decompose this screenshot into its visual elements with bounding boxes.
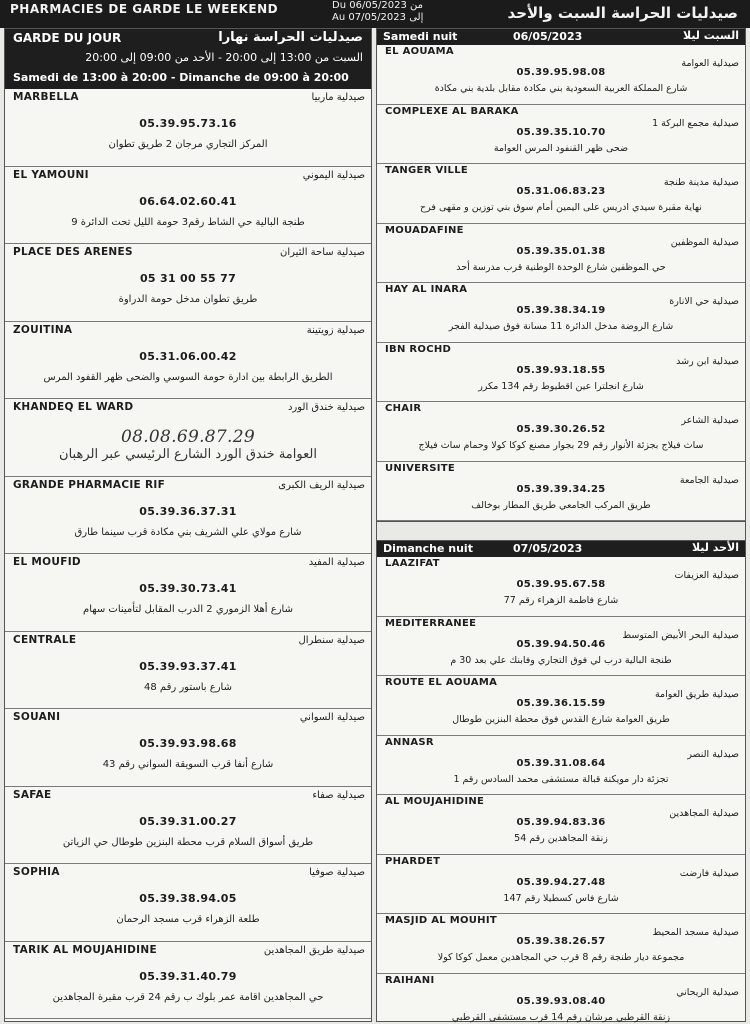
pharmacy-name-ar: صيدلية النصر — [687, 748, 739, 760]
pharmacy-entry — [5, 477, 371, 555]
pharmacy-name-ar: صيدلية طريق العوامة — [654, 689, 739, 700]
pharmacy-entry — [377, 736, 745, 796]
pharmacy-name: CHAIR — [385, 403, 422, 414]
pharmacy-name-ar: صيدلية المجاهدين — [669, 808, 739, 819]
pharmacy-address: حي الموظفين شارع الوحدة الوطنية قرب مدرسة أحد — [456, 261, 666, 273]
pharmacy-name-ar: صيدلية فارضت — [679, 867, 739, 879]
day-pharmacy-list — [5, 89, 371, 1019]
pharmacy-name: KHANDEQ EL WARD — [13, 401, 134, 413]
pharmacy-address: المركز التجاري مرجان 2 طريق تطوان — [108, 139, 268, 150]
pharmacy-entry — [377, 343, 745, 403]
pharmacy-phone: 05.39.31.00.27 — [139, 814, 237, 828]
pharmacy-phone: 05 31 00 55 77 — [139, 272, 237, 285]
pharmacy-name-ar: صيدلية الريف الكبرى — [278, 479, 365, 491]
pharmacy-phone: 05.39.38.26.57 — [516, 936, 606, 947]
sunday-label-ar: الأحد ليلا — [691, 541, 739, 554]
day-hours-fr: Samedi de 13:00 à 20:00 - Dimanche de 09:00 à 20:00 — [13, 71, 349, 84]
pharmacy-name: ROUTE EL AOUAMA — [385, 677, 498, 688]
pharmacy-name: ZOUITINA — [13, 323, 73, 336]
pharmacy-name-ar: صيدلية السواني — [299, 712, 365, 723]
pharmacy-phone: 05.39.95.98.08 — [516, 67, 606, 78]
pharmacy-name: UNIVERSITE — [385, 462, 456, 474]
pharmacy-name: TARIK AL MOUJAHIDINE — [13, 943, 157, 956]
night-column — [376, 28, 746, 1022]
pharmacy-entry — [377, 795, 745, 855]
pharmacy-name: EL MOUFID — [13, 556, 81, 568]
pharmacy-phone: 05.39.94.50.46 — [516, 638, 606, 650]
banner-title-ar: صيدليات الحراسة السبت والأحد — [507, 4, 738, 22]
pharmacy-phone: 05.39.38.94.05 — [139, 892, 237, 905]
pharmacy-address: مجموعة ديار طنجة رقم 8 قرب حي المجاهدين معمل كوكا كولا — [437, 952, 685, 963]
pharmacy-name-ar: صيدلية البحر الأبيض المتوسط — [622, 629, 739, 641]
pharmacy-address: شارع أهلا الزموري 2 الدرب المقابل لتأمينات سهام — [83, 604, 293, 615]
pharmacy-address: شارع الروضة مدخل الدائرة 11 مسانة فوق صيدلية الفجر — [448, 321, 674, 332]
saturday-pharmacy-list — [377, 45, 745, 521]
pharmacy-address: العوامة خندق الورد الشارع الرئيسي عبر الرهبان — [59, 447, 317, 462]
pharmacy-phone: 05.39.31.08.64 — [516, 757, 606, 769]
pharmacy-entry — [5, 864, 371, 942]
pharmacy-entry — [377, 45, 745, 105]
pharmacy-name: MEDITERRANEE — [385, 617, 477, 629]
pharmacy-address: طنجة البالية درب لي فوق التجاري وفابنك علي بعد 30 م — [450, 654, 672, 666]
pharmacy-phone: 08.08.69.87.29 — [121, 427, 255, 447]
pharmacy-address: طريق العوامة شارع القدس فوق محطة البنزين طوطال — [452, 714, 670, 725]
saturday-label-ar: السبت ليلا — [682, 29, 739, 42]
pharmacy-phone: 05.39.30.26.52 — [516, 424, 606, 435]
pharmacy-name: RAIHANI — [385, 974, 435, 986]
pharmacy-name-ar: صيدلية العوامة — [681, 58, 739, 69]
pharmacy-phone: 05.39.35.10.70 — [516, 126, 606, 138]
pharmacy-name: MOUADAFINE — [385, 224, 464, 236]
day-column — [4, 28, 372, 1022]
saturday-label-fr: Samedi nuit — [383, 30, 458, 43]
pharmacy-name-ar: صيدلية صوفيا — [309, 867, 365, 878]
pharmacy-name: PLACE DES ARENES — [13, 246, 133, 258]
pharmacy-address: الطريق الرابطة بين ادارة حومة السوسي والضحى ظهر القفود المرس — [43, 371, 333, 383]
pharmacy-name: TANGER VILLE — [385, 165, 469, 176]
pharmacy-address: زنقة القرطبي مرشان رقم 14 قرب مستشفى القرطبي — [451, 1011, 671, 1023]
pharmacy-name-ar: صيدلية ابن رشد — [676, 355, 739, 367]
pharmacy-name: ANNASR — [385, 736, 434, 748]
day-hours-ar: السبت من 13:00 إلى 20:00 - الأحد من 09:00 إلى 20:00 — [85, 51, 363, 64]
pharmacy-phone: 05.39.94.27.48 — [516, 876, 606, 888]
pharmacy-name: AL MOUJAHIDINE — [385, 796, 485, 807]
pharmacy-phone: 05.39.36.15.59 — [516, 698, 606, 709]
pharmacy-phone: 05.39.38.34.19 — [516, 305, 606, 316]
pharmacy-address: شارع أنفا قرب السويقة السواني رقم 43 — [102, 759, 274, 770]
pharmacy-name: MASJID AL MOUHIT — [385, 915, 497, 926]
pharmacy-entry — [5, 787, 371, 865]
pharmacy-name-ar: صيدلية الجامعة — [679, 474, 739, 486]
pharmacy-entry — [5, 554, 371, 632]
top-banner — [0, 0, 750, 28]
sunday-label-fr: Dimanche nuit — [383, 542, 473, 555]
pharmacy-entry — [377, 855, 745, 915]
pharmacy-entry — [5, 632, 371, 710]
pharmacy-name-ar: صيدلية زويتينة — [306, 324, 365, 336]
pharmacy-address: تجزئة دار مويكنة قبالة مستشفى محمد السادس رقم 1 — [453, 773, 669, 785]
pharmacy-name: HAY AL INARA — [385, 284, 468, 295]
pharmacy-address: شارع المملكة العربية السعودية بني مكادة مقابل بلدية بني مكادة — [434, 83, 688, 94]
pharmacy-address: زنقة المجاهدين رقم 54 — [514, 833, 608, 844]
pharmacy-address: طنجة البالية حي الشاط رقم3 حومة الليل تحت الدائرة 9 — [71, 216, 305, 228]
pharmacy-address: طريق تطوان مدخل حومة الدراوة — [118, 294, 258, 305]
pharmacy-name-ar: صيدلية العزيفات — [674, 570, 739, 581]
pharmacy-phone: 05.31.06.83.23 — [516, 186, 606, 197]
pharmacy-name-ar: صيدلية مجمع البركة 1 — [652, 117, 739, 129]
pharmacy-entry — [377, 164, 745, 224]
pharmacy-entry — [377, 283, 745, 343]
pharmacy-address: شارع انجلترا عين اقطيوط رقم 134 مكرر — [478, 380, 644, 392]
pharmacy-entry — [5, 167, 371, 245]
pharmacy-phone: 05.39.93.37.41 — [139, 659, 237, 673]
pharmacy-address: طريق المركب الجامعي طريق المطار بوخالف — [471, 499, 651, 511]
pharmacy-name-ar: صيدلية الموظفين — [670, 236, 739, 248]
pharmacy-address: ضحى ظهر القنفود المرس العوامة — [493, 142, 629, 154]
pharmacy-phone: 05.39.35.01.38 — [516, 245, 606, 257]
pharmacy-entry — [5, 942, 371, 1020]
pharmacy-phone: 05.39.95.73.16 — [139, 117, 237, 130]
pharmacy-phone: 05.39.30.73.41 — [139, 582, 237, 595]
date-to: Au 07/05/2023 إلى — [332, 12, 424, 23]
pharmacy-entry — [377, 676, 745, 736]
day-header — [5, 29, 371, 89]
pharmacy-address: حي المجاهدين اقامة عمر بلوك ب رقم 24 قرب مقبرة المجاهدين — [52, 991, 324, 1003]
pharmacy-name-ar: صيدلية المفيد — [308, 557, 365, 568]
pharmacy-entry — [377, 974, 745, 1024]
pharmacy-phone: 05.39.95.67.58 — [516, 579, 606, 590]
pharmacy-name-ar: صيدلية صفاء — [312, 789, 365, 801]
pharmacy-name: COMPLEXE AL BARAKA — [385, 105, 519, 117]
pharmacy-entry — [5, 709, 371, 787]
pharmacy-address: شارع فاطمة الزهراء رقم 77 — [503, 595, 619, 606]
pharmacy-name-ar: صيدلية ماربيا — [311, 92, 365, 103]
pharmacy-name-ar: صيدلية الشاعر — [681, 415, 739, 426]
pharmacy-phone: 05.39.36.37.31 — [139, 504, 237, 518]
pharmacy-name-ar: صيدلية خندق الورد — [287, 402, 365, 413]
pharmacy-address: ساث فيلاج بجزئة الأنوار رقم 29 بجوار مصنع كوكا كولا وحمام ساث فيلاج — [418, 440, 704, 451]
pharmacy-entry — [5, 322, 371, 400]
pharmacy-entry — [377, 914, 745, 974]
pharmacy-name: MARBELLA — [13, 91, 79, 103]
pharmacy-address: نهاية مقبرة سيدي ادريس على اليمين أمام سوق بني توزين و مقهى فرح — [420, 202, 702, 213]
pharmacy-phone: 05.39.93.98.68 — [139, 737, 237, 750]
pharmacy-name-ar: صيدلية الريحاني — [676, 986, 739, 998]
pharmacy-name: EL YAMOUNI — [13, 168, 89, 181]
pharmacy-entry — [377, 462, 745, 522]
pharmacy-entry — [377, 557, 745, 617]
banner-dates — [332, 0, 452, 24]
saturday-date: 06/05/2023 — [513, 30, 583, 43]
sunday-pharmacy-list — [377, 557, 745, 1024]
pharmacy-entry — [377, 224, 745, 284]
pharmacy-phone: 05.39.94.83.36 — [516, 817, 606, 828]
pharmacy-name: CENTRALE — [13, 633, 77, 646]
pharmacy-address: شارع باستور رقم 48 — [144, 681, 232, 693]
pharmacy-phone: 05.39.93.08.40 — [516, 995, 606, 1007]
pharmacy-name: IBN ROCHD — [385, 343, 452, 355]
pharmacy-name-ar: صيدلية طريق المجاهدين — [263, 944, 365, 956]
pharmacy-name: SOPHIA — [13, 866, 60, 878]
pharmacy-name-ar: صيدلية مسجد المحيط — [652, 927, 739, 938]
pharmacy-entry — [5, 89, 371, 167]
pharmacy-entry — [377, 105, 745, 165]
saturday-header — [377, 29, 745, 45]
pharmacy-address: شارع مولاي علي الشريف بني مكادة قرب سينما طارق — [74, 526, 302, 538]
date-from: Du 06/05/2023 من — [332, 0, 424, 11]
day-title-ar: صيدليات الحراسة نهارا — [218, 30, 363, 45]
section-divider — [377, 521, 745, 541]
pharmacy-name-ar: صيدلية اليموني — [302, 169, 365, 181]
pharmacy-name-ar: صيدلية سنطرال — [298, 634, 365, 646]
pharmacy-entry — [5, 244, 371, 322]
pharmacy-name: SOUANI — [13, 711, 61, 723]
pharmacy-phone: 05.39.39.34.25 — [516, 483, 606, 495]
pharmacy-phone: 05.39.31.40.79 — [139, 969, 237, 983]
pharmacy-phone: 06.64.02.60.41 — [139, 194, 237, 208]
day-title-fr: GARDE DU JOUR — [13, 31, 122, 45]
pharmacy-name-ar: صيدلية حي الانارة — [669, 296, 739, 307]
pharmacy-name: SAFAE — [13, 788, 52, 801]
pharmacy-name: GRANDE PHARMACIE RIF — [13, 478, 166, 491]
sunday-date: 07/05/2023 — [513, 542, 583, 555]
pharmacy-address: طريق أسواق السلام قرب محطة البنزين طوطال حي الزياتن — [62, 836, 314, 848]
pharmacy-address: طلعة الزهراء قرب مسجد الرحمان — [116, 914, 260, 925]
sunday-header — [377, 541, 745, 557]
pharmacy-name: LAAZIFAT — [385, 558, 440, 569]
banner-title-fr: PHARMACIES DE GARDE LE WEEKEND — [10, 2, 279, 16]
pharmacy-name-ar: صيدلية مدينة طنجة — [663, 177, 739, 188]
pharmacy-name-ar: صيدلية ساحة الثيران — [279, 247, 365, 258]
pharmacy-entry — [377, 402, 745, 462]
pharmacy-address: شارع فاس كسطيلا رقم 147 — [503, 892, 619, 904]
pharmacy-entry — [377, 617, 745, 677]
pharmacy-phone: 05.31.06.00.42 — [139, 349, 237, 363]
pharmacy-name: EL AOUAMA — [385, 46, 454, 57]
pharmacy-phone: 05.39.93.18.55 — [516, 364, 606, 376]
pharmacy-entry — [5, 399, 371, 477]
pharmacy-name: PHARDET — [385, 855, 441, 867]
